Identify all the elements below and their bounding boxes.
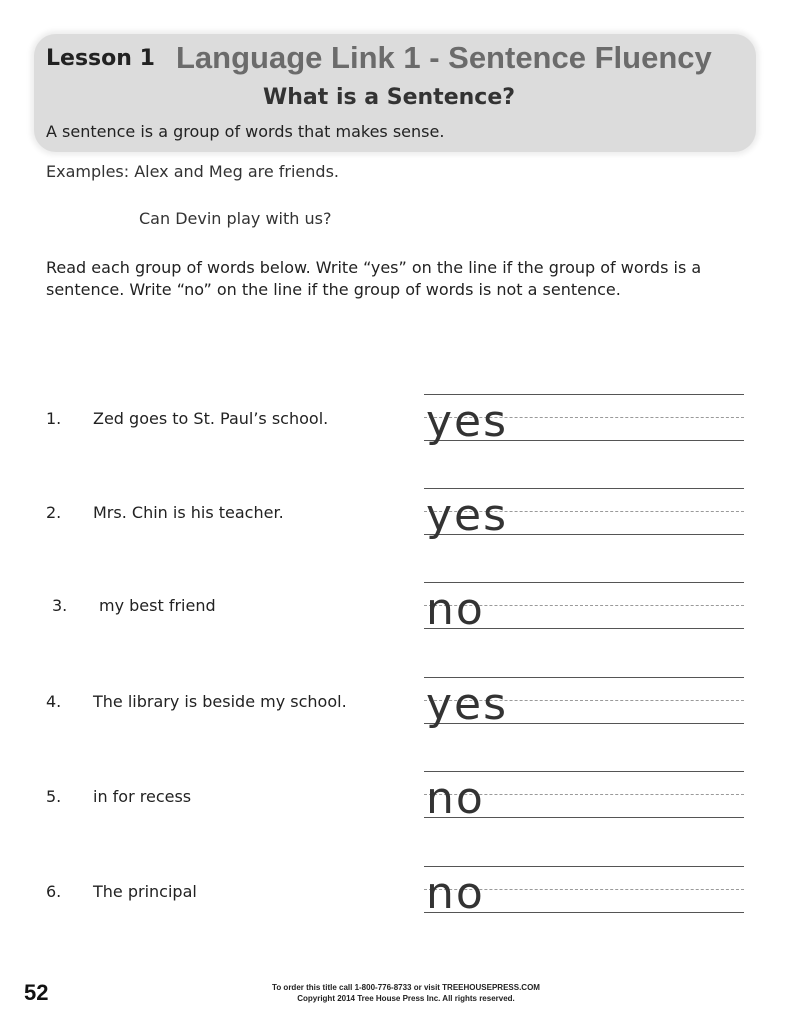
answer-line-2[interactable]: [424, 488, 744, 541]
instructions: Read each group of words below. Write “yes” on the line if the group of words is a sentence. Write “no” on the line if the group of words is not a sentence.: [46, 258, 702, 299]
answer-line-3[interactable]: [424, 582, 744, 635]
answer-5: no: [426, 773, 485, 824]
item-text: The principal: [93, 882, 197, 901]
page-title: Language Link 1 - Sentence Fluency: [176, 40, 712, 75]
item-number: 6.: [46, 882, 62, 901]
footer: [226, 982, 586, 1004]
item-number: 5.: [46, 787, 62, 806]
item-text: my best friend: [99, 596, 216, 615]
item-number: 1.: [46, 409, 62, 428]
answer-6: no: [426, 868, 485, 919]
answer-line-4[interactable]: [424, 677, 744, 730]
item-number: 4.: [46, 692, 62, 711]
answer-3: no: [426, 584, 485, 635]
example-1: Examples: Alex and Meg are friends.: [46, 162, 339, 181]
example-2: Can Devin play with us?: [139, 209, 332, 228]
item-text: Zed goes to St. Paul’s school.: [93, 409, 329, 428]
answer-4: yes: [426, 679, 509, 730]
item-text: Mrs. Chin is his teacher.: [93, 503, 284, 522]
answer-2: yes: [426, 490, 509, 541]
item-number: 3.: [52, 596, 68, 615]
answer-line-5[interactable]: [424, 771, 744, 824]
item-number: 2.: [46, 503, 62, 522]
lesson-label: Lesson 1: [46, 46, 155, 71]
page-subtitle: What is a Sentence?: [263, 85, 516, 110]
definition-text: A sentence is a group of words that makes sense.: [46, 122, 445, 141]
answer-line-6[interactable]: [424, 866, 744, 919]
answer-line-1[interactable]: [424, 394, 744, 447]
answer-1: yes: [426, 396, 509, 447]
page-number: 52: [24, 980, 49, 1005]
item-text: The library is beside my school.: [93, 692, 347, 711]
footer-copyright: Copyright 2014 Tree House Press Inc. All rights reserved.: [297, 994, 515, 1003]
item-text: in for recess: [93, 787, 192, 806]
footer-order-line: To order this title call 1-800-776-8733 or visit TREEHOUSEPRESS.COM: [272, 983, 540, 992]
